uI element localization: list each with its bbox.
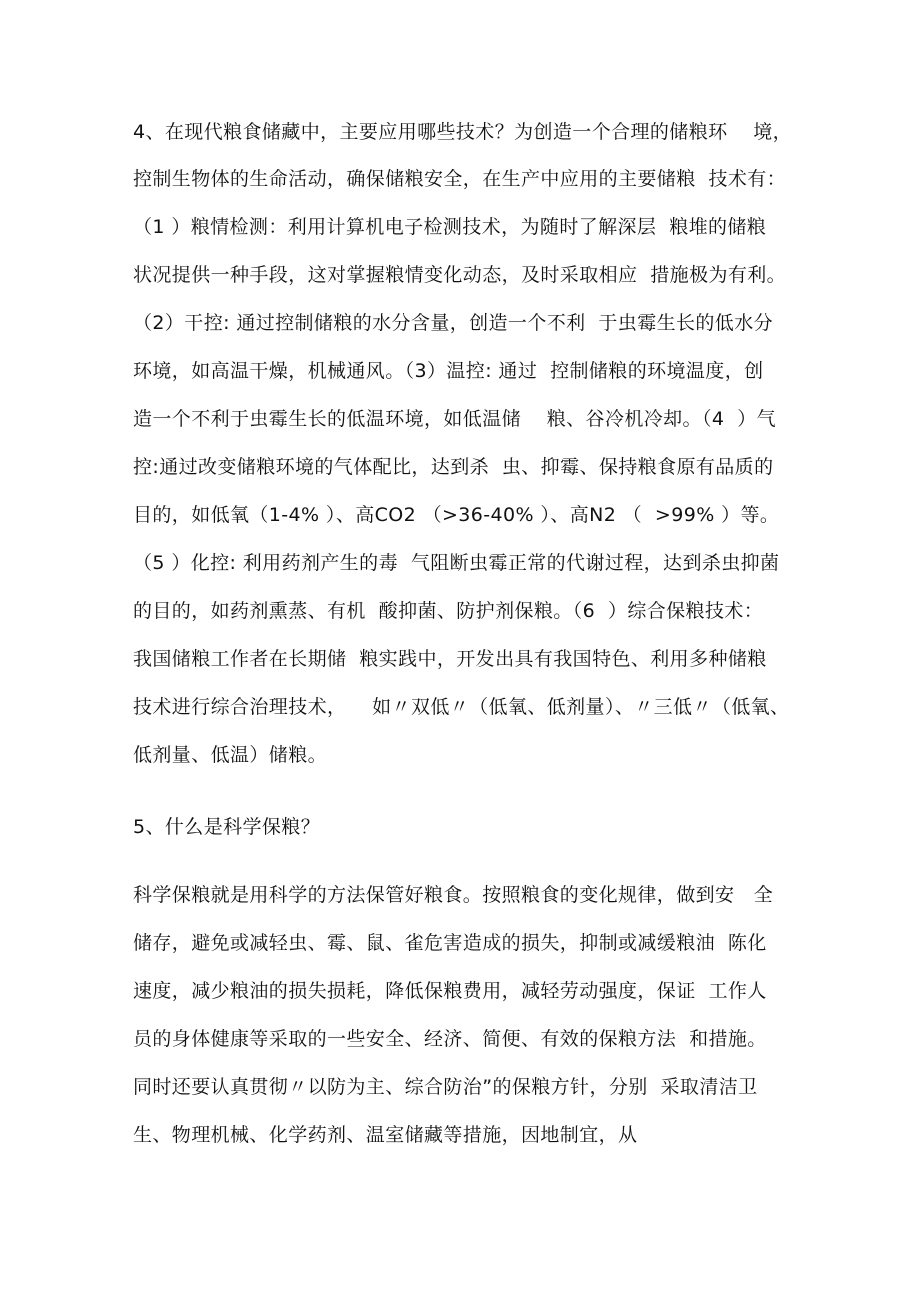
section4-line-10: （5 ）化控: 利用药剂产生的毒 气阻断虫霉正常的代谢过程，达到杀虫抑菌 [133, 552, 780, 574]
section4-line-1: 4、在现代粮食储藏中，主要应用哪些技术？为创造一个合理的储粮环 境， [133, 121, 793, 143]
section4-line-13: 技术进行综合治理技术， 如〃双低〃（低氧、低剂量）、〃三低〃（低氧、 [133, 696, 790, 718]
section5-line-4: 员的身体健康等采取的一些安全、经济、简便、有效的保粮方法 和措施。 [133, 1028, 767, 1050]
section4-line-4: 状况提供一种手段，这对掌握粮情变化动态，及时采取相应 措施极为有利。 [133, 264, 787, 286]
section4-line-12: 我国储粮工作者在长期储 粮实践中，开发出具有我国特色、利用多种储粮 [133, 648, 767, 670]
section4-line-6: 环境，如高温干燥，机械通风。（3）温控: 通过 控制储粮的环境温度，创 [133, 360, 764, 382]
section4-line-3: （1 ）粮情检测：利用计算机电子检测技术，为随时了解深层 粮堆的储粮 [133, 216, 767, 238]
section5-line-1: 科学保粮就是用科学的方法保管好粮食。按照粮食的变化规律，做到安 全 [133, 884, 774, 906]
section4-line-7: 造一个不利于虫霉生长的低温环境，如低温储 粮、谷冷机冷却。（4 ）气 [133, 408, 777, 430]
section4-line-9: 目的，如低氧（1-4% ）、高CO2 （>36-40% ）、高N2 （ >99% ）等。 [133, 504, 780, 526]
section5-heading: 5、什么是科学保粮？ [133, 816, 321, 838]
section4-line-14: 低剂量、低温）储粮。 [133, 744, 328, 766]
section4-line-8: 控:通过改变储粮环境的气体配比，达到杀 虫、抑霉、保持粮食原有品质的 [133, 456, 774, 478]
section5-line-5: 同时还要认真贯彻〃以防为主、综合防治”的保粮方针，分别 采取清洁卫 [133, 1076, 758, 1098]
section5-line-2: 储存，避免或减轻虫、霉、鼠、雀危害造成的损失，抑制或减缓粮油 陈化 [133, 932, 767, 954]
section4-line-5: （2）干控: 通过控制储粮的水分含量，创造一个不利 于虫霉生长的低水分 [133, 312, 774, 334]
section5-line-3: 速度，减少粮油的损失损耗，降低保粮费用，减轻劳动强度，保证 工作人 [133, 980, 767, 1002]
section4-line-2: 控制生物体的生命活动，确保储粮安全，在生产中应用的主要储粮 技术有： [133, 168, 787, 190]
section5-line-6: 生、物理机械、化学药剂、温室储藏等措施，因地制宜，从 [133, 1124, 638, 1146]
section4-line-11: 的目的，如药剂熏蒸、有机 酸抑菌、防护剂保粮。（6 ）综合保粮技术： [133, 600, 764, 622]
